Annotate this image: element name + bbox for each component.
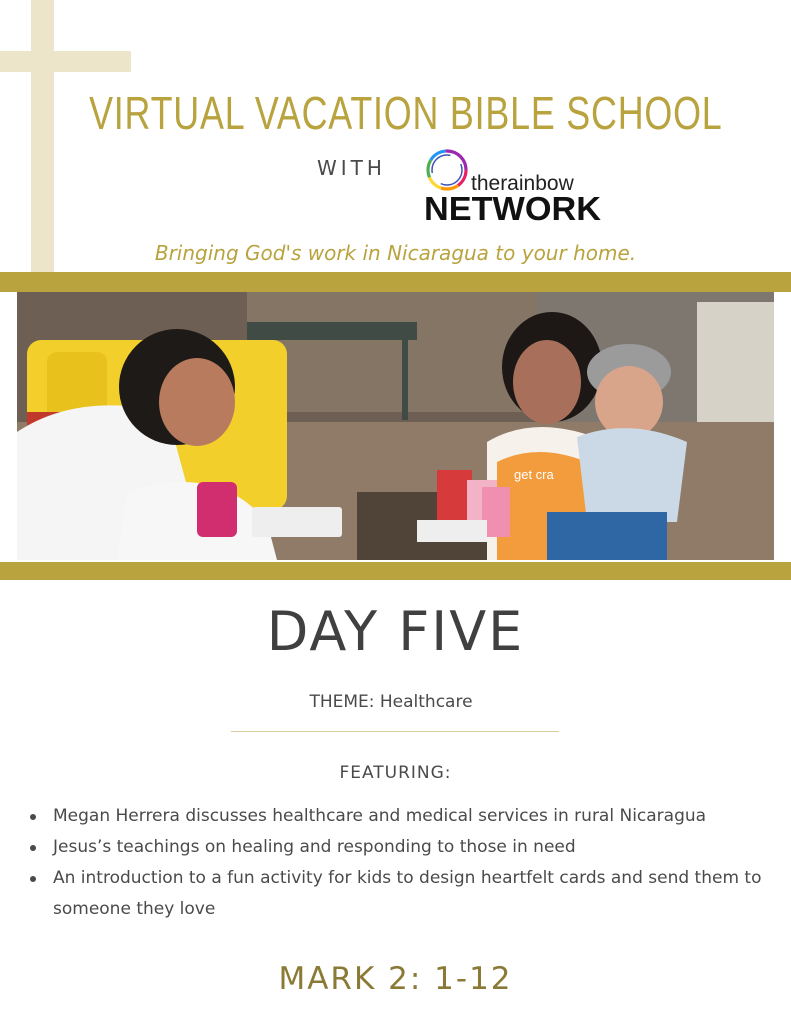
rainbow-network-logo [423, 148, 603, 224]
healthcare-photo [17, 292, 774, 560]
scripture-reference: MARK 2: 1-12 [278, 961, 513, 997]
list-item: An introduction to a fun activity for kids to design heartfelt cards and send them to someone they love [30, 863, 770, 925]
tagline: Bringing God's work in Nicaragua to your home. [154, 241, 637, 265]
list-item: Megan Herrera discusses healthcare and medical services in rural Nicaragua [30, 801, 770, 832]
logo-line1: therainbow [471, 172, 574, 195]
shirt-text: get cra [514, 467, 554, 482]
day-title: DAY FIVE [266, 600, 525, 663]
bottom-gold-band [0, 562, 791, 580]
cross-icon-vertical [31, 0, 54, 272]
theme-line: THEME: Healthcare [309, 692, 473, 712]
featuring-list [30, 801, 770, 925]
divider [231, 731, 559, 732]
featuring-label: FEATURING: [339, 763, 452, 783]
logo-line2: NETWORK [424, 190, 602, 224]
list-item: Jesus’s teachings on healing and responding to those in need [30, 832, 770, 863]
cross-icon-horizontal [0, 51, 131, 72]
with-label: WITH [317, 156, 386, 180]
top-gold-band [0, 272, 791, 292]
page-title: VIRTUAL VACATION BIBLE SCHOOL [89, 87, 723, 139]
